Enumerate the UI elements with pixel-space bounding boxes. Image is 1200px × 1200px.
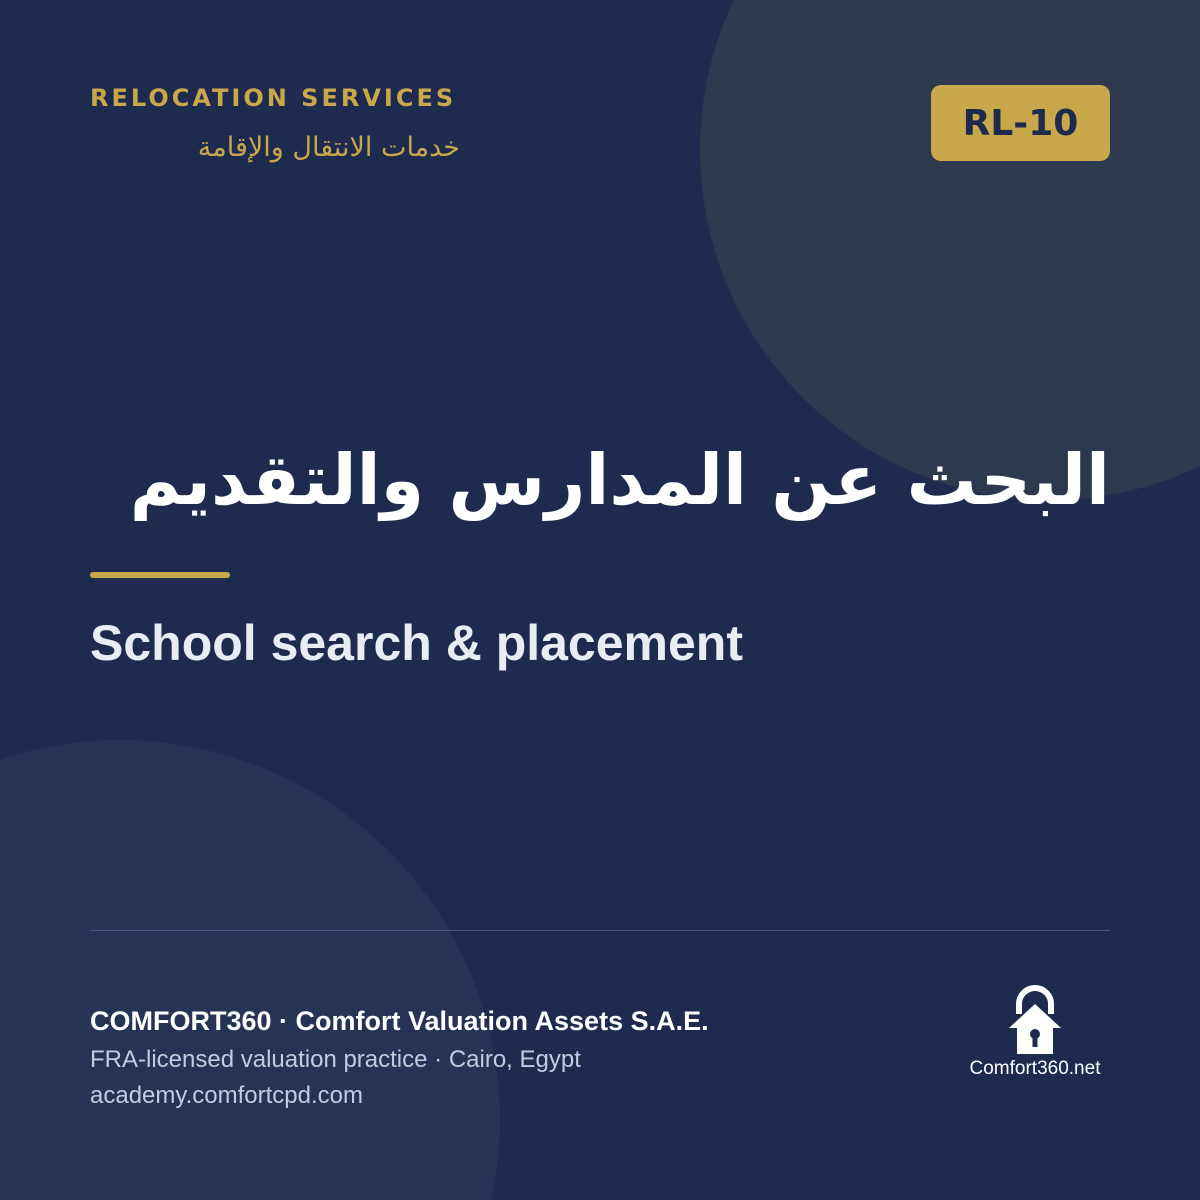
page-title-ar: البحث عن المدارس والتقديم bbox=[129, 439, 1110, 521]
logo-text: Comfort360.net bbox=[969, 1058, 1101, 1079]
category-label-en: RELOCATION SERVICES bbox=[90, 84, 457, 112]
category-label-ar: خدمات الانتقال والإقامة bbox=[197, 132, 460, 163]
accent-divider bbox=[90, 572, 230, 578]
footer-company-name: COMFORT360 · Comfort Valuation Assets S.A.E. bbox=[90, 1006, 709, 1036]
footer-tagline: FRA-licensed valuation practice · Cairo, Egypt bbox=[90, 1046, 581, 1073]
footer-website: academy.comfortcpd.com bbox=[90, 1082, 363, 1109]
footer-divider bbox=[90, 930, 1110, 931]
decorative-circle-top bbox=[700, 0, 1200, 500]
house-lock-icon bbox=[1005, 984, 1065, 1056]
decorative-circle-bottom bbox=[0, 740, 500, 1200]
brand-logo bbox=[960, 984, 1110, 1084]
service-code-badge: RL-10 bbox=[931, 85, 1110, 161]
page-subtitle-en: School search & placement bbox=[90, 615, 744, 671]
